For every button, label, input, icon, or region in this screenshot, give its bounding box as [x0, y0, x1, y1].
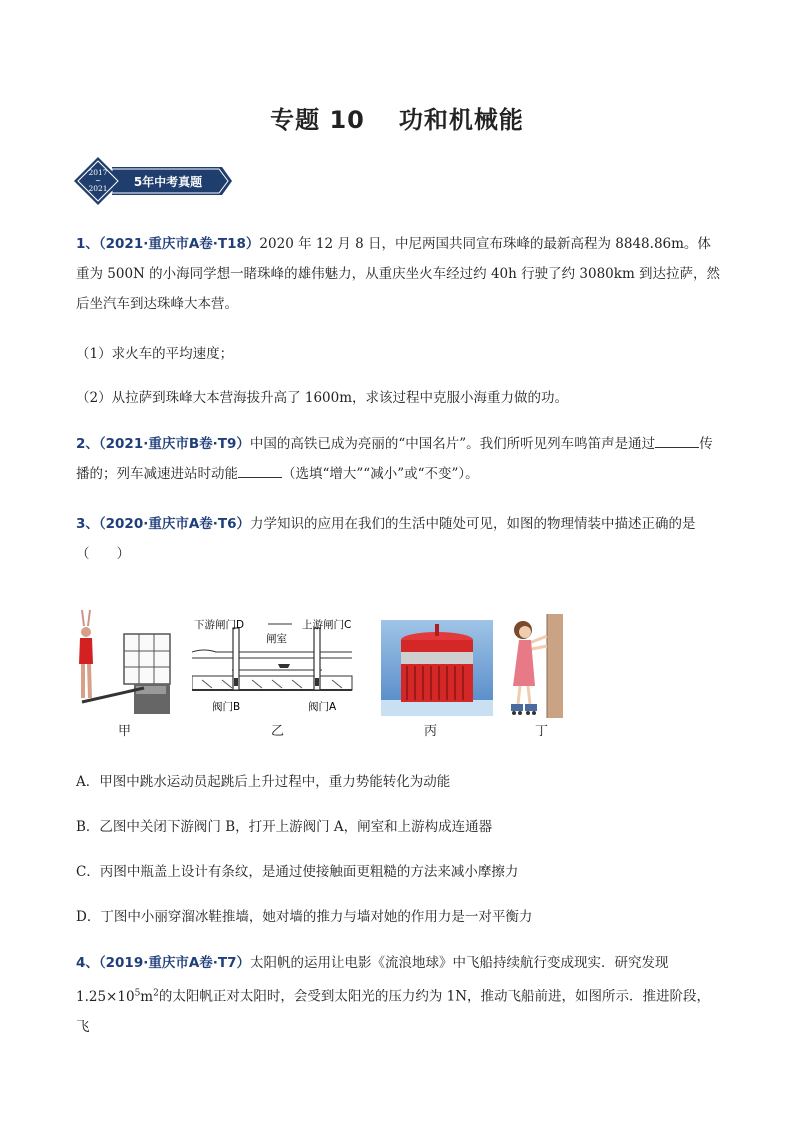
question-2-text-c: （选填“增大”“减小”或“不变”）。 [282, 466, 479, 482]
question-4-text-b: 的太阳帆正对太阳时，会受到太阳光的压力约为 1N，推动飞船前进，如图所示．推进阶段，飞 [76, 988, 711, 1035]
option-c[interactable]: C．丙图中瓶盖上设计有条纹，是通过使接触面更粗糙的方法来减小摩擦力 [76, 864, 519, 880]
hatch [272, 680, 282, 688]
question-3-tag: 3、（2020·重庆市A卷·T6） [76, 516, 251, 532]
diver-swimsuit [79, 638, 93, 664]
question-3 [76, 509, 721, 569]
banner-year-bottom: 2021 [88, 184, 108, 193]
question-1-sub-2: （2）从拉萨到珠峰大本营海拔升高了 1600m，求该过程中克服小海重力做的功。 [76, 390, 569, 406]
hatch [292, 680, 302, 688]
hatch [222, 680, 232, 688]
label-valve-b: 阀门B [212, 701, 241, 713]
caption-ding: 丁 [535, 724, 549, 739]
skate-wheel [532, 711, 536, 715]
girl-leg [528, 686, 530, 704]
building-frame [124, 634, 170, 684]
area-unit-exponent: 2 [153, 988, 159, 998]
caption-jia: 甲 [118, 724, 132, 739]
banner-year-top: 2017 [88, 168, 108, 177]
question-3-text: 力学知识的应用在我们的生活中随处可见，如图的物理情装中描述正确的是 [250, 516, 696, 532]
skate-wheel [512, 711, 516, 715]
area-value: 1.25×10 [76, 988, 135, 1005]
question-1-tag: 1、（2021·重庆市A卷·T18） [76, 236, 260, 252]
diver-arm [82, 610, 84, 626]
question-2-text-a: 中国的高铁已成为亮丽的“中国名片”。我们所听见列车鸣笛声是通过 [249, 436, 656, 452]
skate-wheel [518, 711, 522, 715]
label-gate-d: 下游闸门D [194, 619, 245, 631]
question-1-sub-1: （1）求火车的平均速度； [76, 346, 234, 362]
option-a[interactable]: A．甲图中跳水运动员起跳后上升过程中，重力势能转化为动能 [76, 774, 451, 790]
area-exponent: 5 [134, 988, 141, 998]
wall [547, 614, 563, 718]
question-4-tag: 4、（2019·重庆市A卷·T7） [76, 955, 251, 971]
label-valve-a: 阀门A [308, 701, 337, 713]
bottle-neck [381, 700, 493, 716]
exam-banner [72, 155, 232, 207]
hatch [252, 680, 262, 688]
question-2-text-b: 传播的；列车减速进站时动能 [76, 436, 713, 482]
label-gate-c: 上游闸门C [302, 619, 352, 631]
valve-b [234, 678, 238, 686]
valve-a [315, 678, 319, 686]
diver-leg [89, 664, 90, 698]
skate [511, 704, 523, 711]
boat-icon [278, 664, 290, 668]
figure-bing-bottle-cap [381, 620, 493, 716]
girl-dress [513, 640, 535, 686]
question-3-paren: （ ） [76, 546, 130, 562]
water-surface [192, 650, 352, 652]
question-2 [76, 429, 721, 489]
diver-head [81, 627, 91, 637]
girl-head [519, 626, 531, 638]
option-b[interactable]: B．乙图中关闭下游阀门 B，打开上游阀门 A，闸室和上游构成连通器 [76, 819, 493, 835]
option-d[interactable]: D．丁图中小丽穿溜冰鞋推墙，她对墙的推力与墙对她的作用力是一对平衡力 [76, 909, 533, 925]
skate-wheel [526, 711, 530, 715]
area-unit: m [140, 988, 154, 1005]
lock-bed [192, 676, 352, 690]
question-1 [76, 229, 721, 319]
cap-nozzle [435, 624, 439, 636]
answer-blank-2[interactable] [238, 463, 282, 478]
banner-year-sep: ~ [95, 177, 101, 185]
hatch [202, 680, 212, 688]
title-number: 专题 10 [270, 106, 365, 134]
diver-arm [88, 610, 90, 626]
page-title [0, 100, 794, 135]
answer-blank-1[interactable] [655, 433, 699, 448]
question-4-text-a: 太阳帆的运用让电影《流浪地球》中飞船持续航行变成现实．研究发现 [250, 955, 669, 971]
question-1-text: 2020 年 12 月 8 日，中尼两国共同宣布珠峰的最新高程为 8848.86m。体重为 500N 的小海同学想一睹珠峰的雄伟魅力，从重庆坐火车经过约 40h 行驶了约 3080km 到达拉萨，然后坐汽车到达珠峰大本营。 [76, 236, 721, 312]
caption-bing: 丙 [424, 724, 438, 739]
title-name: 功和机械能 [398, 106, 524, 134]
label-chamber: 闸室 [266, 633, 287, 645]
hatch [332, 680, 342, 688]
banner-label: 5年中考真题 [133, 175, 203, 189]
question-4-area [76, 989, 159, 1005]
cap-ring [401, 652, 473, 664]
figure-jia-diver [74, 604, 178, 716]
question-2-tag: 2、（2021·重庆市B卷·T9） [76, 436, 250, 452]
figure-yi-ship-lock [192, 614, 364, 718]
skate [525, 704, 537, 711]
caption-yi: 乙 [271, 724, 285, 739]
girl-leg [518, 686, 520, 704]
question-4 [76, 948, 721, 1042]
figure-ding-push-wall [507, 614, 563, 718]
